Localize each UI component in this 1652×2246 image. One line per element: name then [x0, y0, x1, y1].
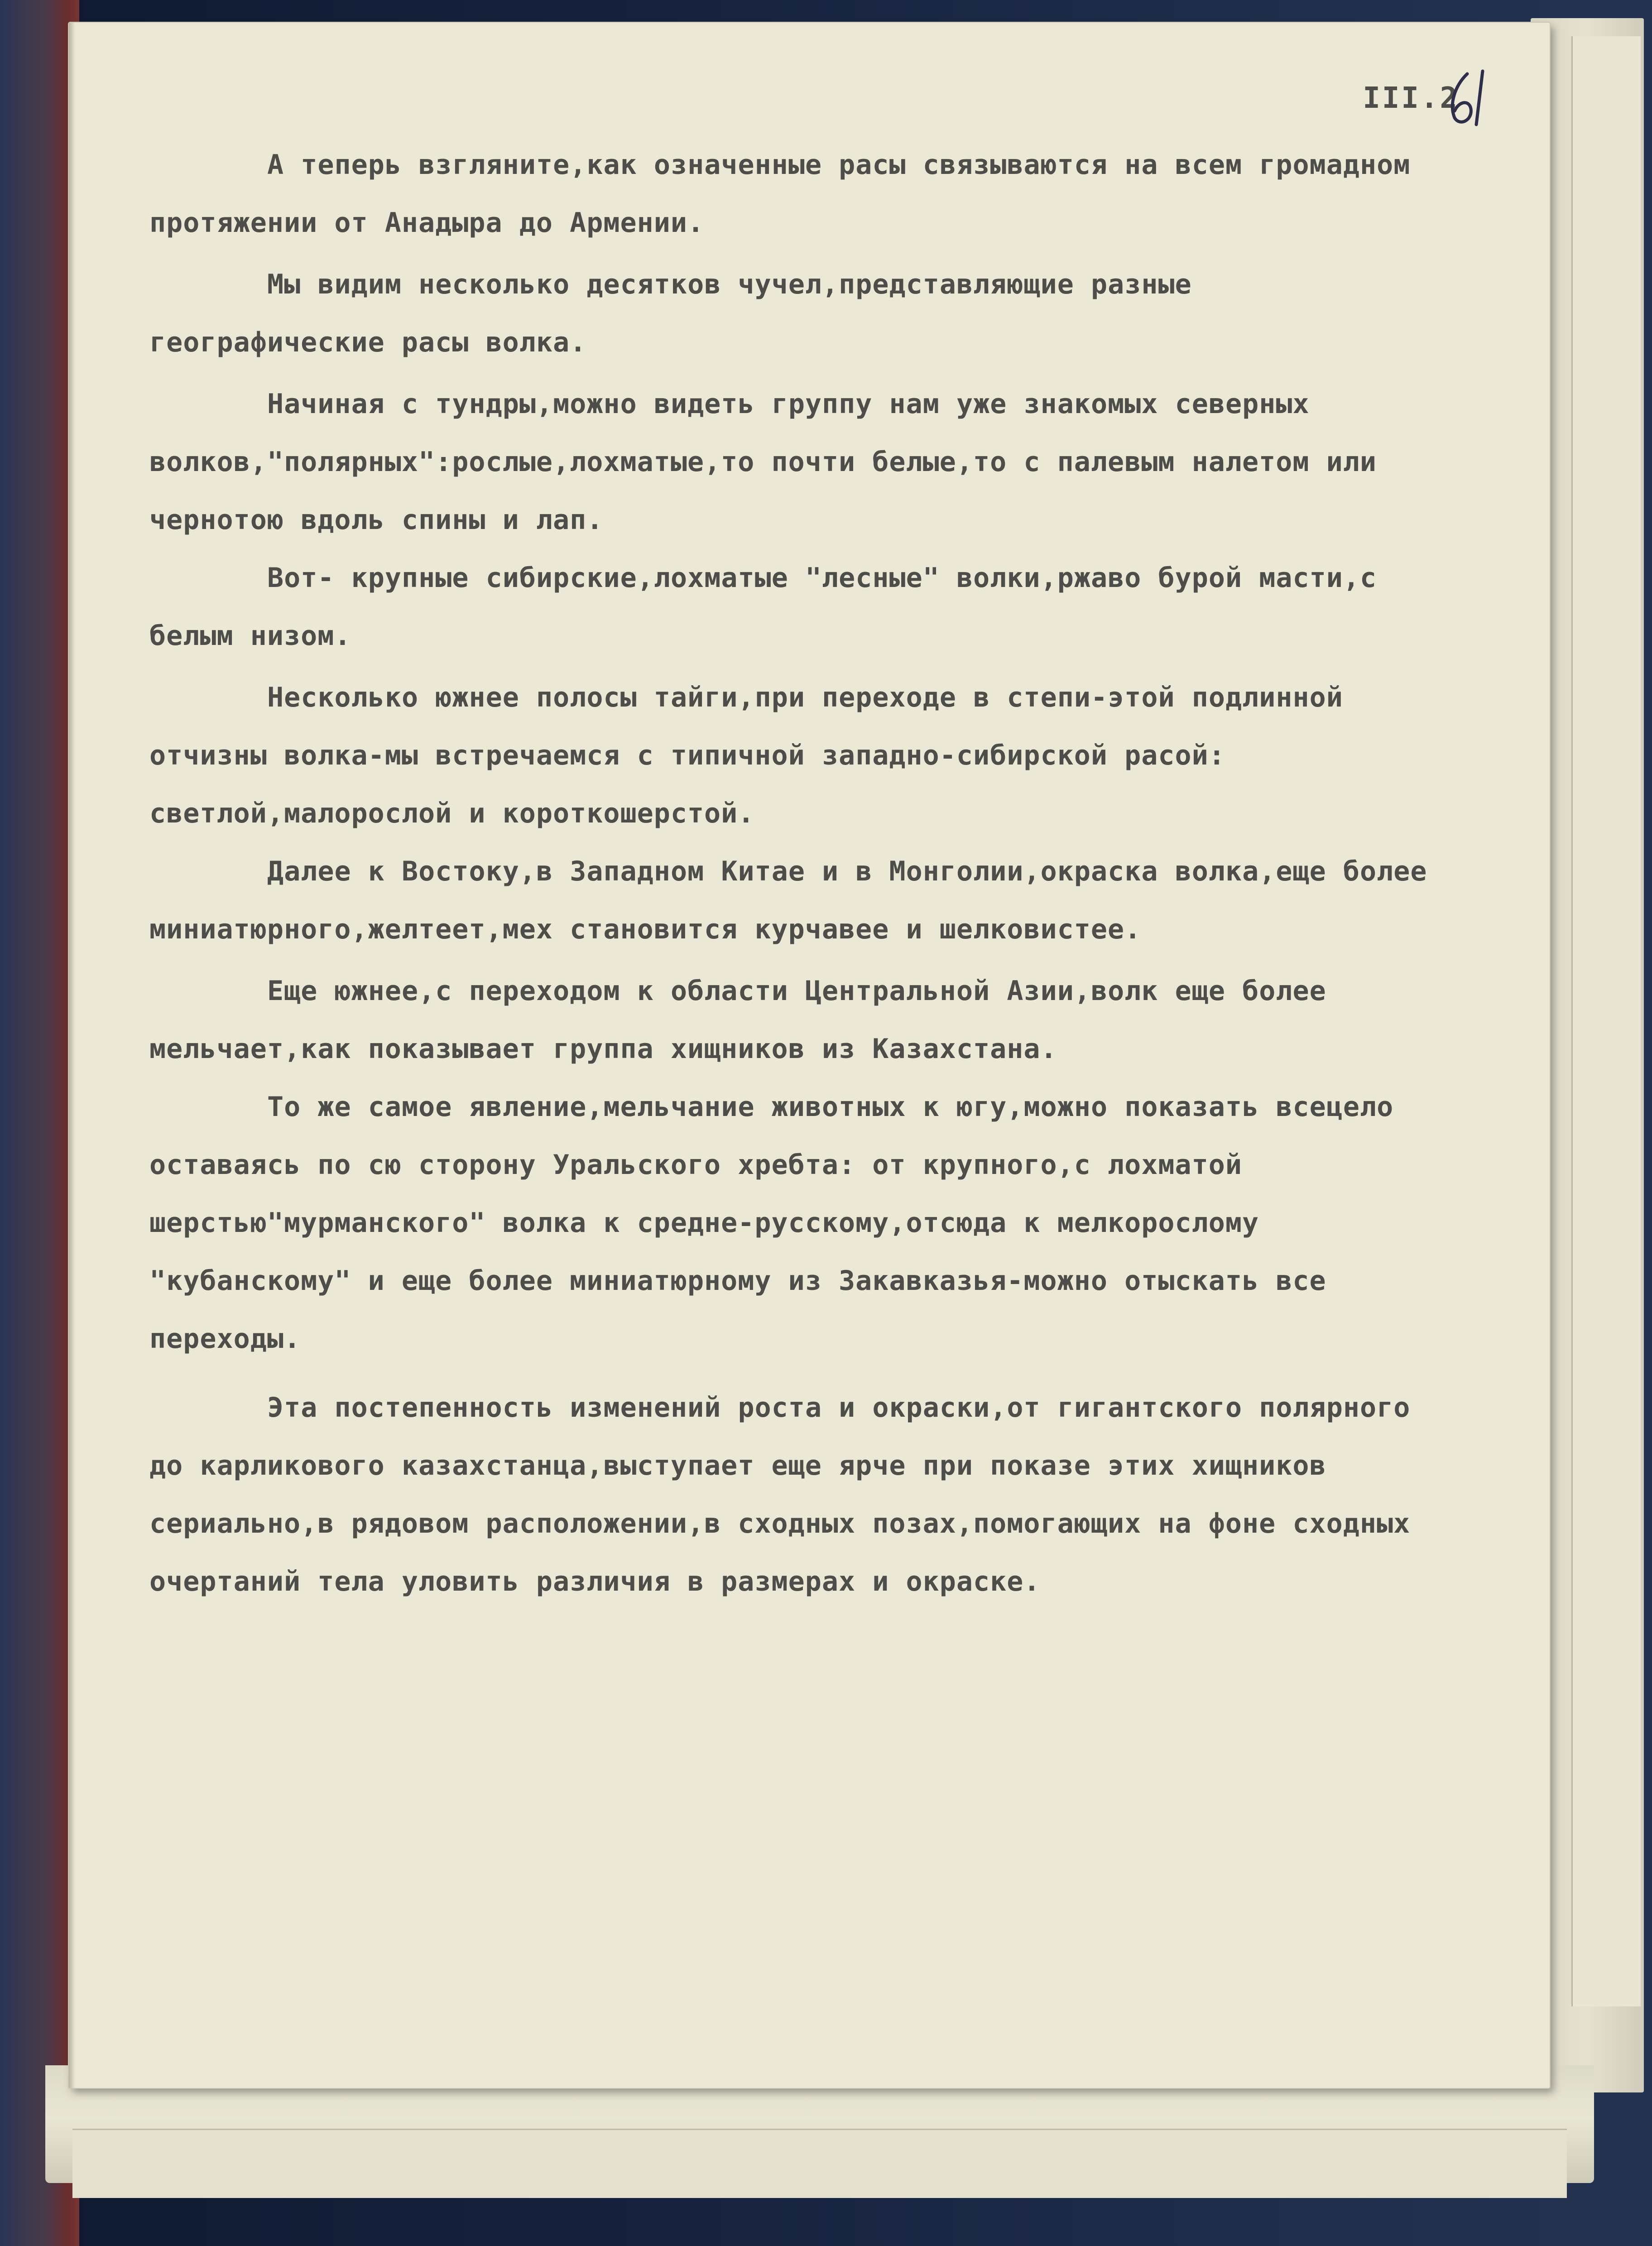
paragraph-1: А теперь взгляните,как означенные расы связываются на всем громадном протяжении от Анадыра до Армении.: [149, 149, 1411, 239]
handwritten-page-number: [1441, 61, 1500, 129]
paragraph-8: То же самое явление,мельчание животных к югу,можно показать всецело оставаясь по сю сторону Уральского хребта: от крупного,с лохматой шерстью"мурманского" волка к средне-русскому,отсюда к мелкорослому "кубанскому" и еще более миниатюрному из Закавказья-можно отыскать все переходы.: [149, 1091, 1394, 1355]
underlying-sheet-right-edge: [1571, 36, 1641, 2006]
paragraph-9: Эта постепенность изменений роста и окраски,от гигантского полярного до карликового казахстанца,выступает еще ярче при показе этих хищников сериально,в рядовом расположении,в сходных позах,помогающих на фоне сходных очертаний тела уловить различия в размерах и окраске.: [149, 1392, 1411, 1597]
underlying-sheet-bottom-edge: [72, 2129, 1567, 2198]
paragraph-4: Вот- крупные сибирские,лохматые "лесные" волки,ржаво бурой масти,с белым низом.: [149, 562, 1377, 652]
body-text: [149, 136, 1436, 1611]
folder-spine: [0, 0, 79, 2246]
folio-number: III.2: [1363, 82, 1459, 115]
paragraph-3: Начиная с тундры,можно видеть группу нам уже знакомых северных волков,"полярных":рослые,лохматые,то почти белые,то с палевым налетом или чернотою вдоль спины и лап.: [149, 388, 1377, 536]
paragraph-2: Мы видим несколько десятков чучел,представляющие разные географические расы волка.: [149, 269, 1192, 358]
paragraph-5: Несколько южнее полосы тайги,при переходе в степи-этой подлинной отчизны волка-мы встречаемся с типичной западно-сибирской расой: светлой,малорослой и короткошерстой.: [149, 682, 1343, 829]
paragraph-6: Далее к Востоку,в Западном Китае и в Монголии,окраска волка,еще более миниатюрного,желтеет,мех становится курчавее и шелковистее.: [149, 856, 1427, 945]
page-edge-shadow: [69, 23, 75, 2088]
paragraph-7: Еще южнее,с переходом к области Центральной Азии,волк еще более мельчает,как показывает группа хищников из Казахстана.: [149, 975, 1326, 1065]
